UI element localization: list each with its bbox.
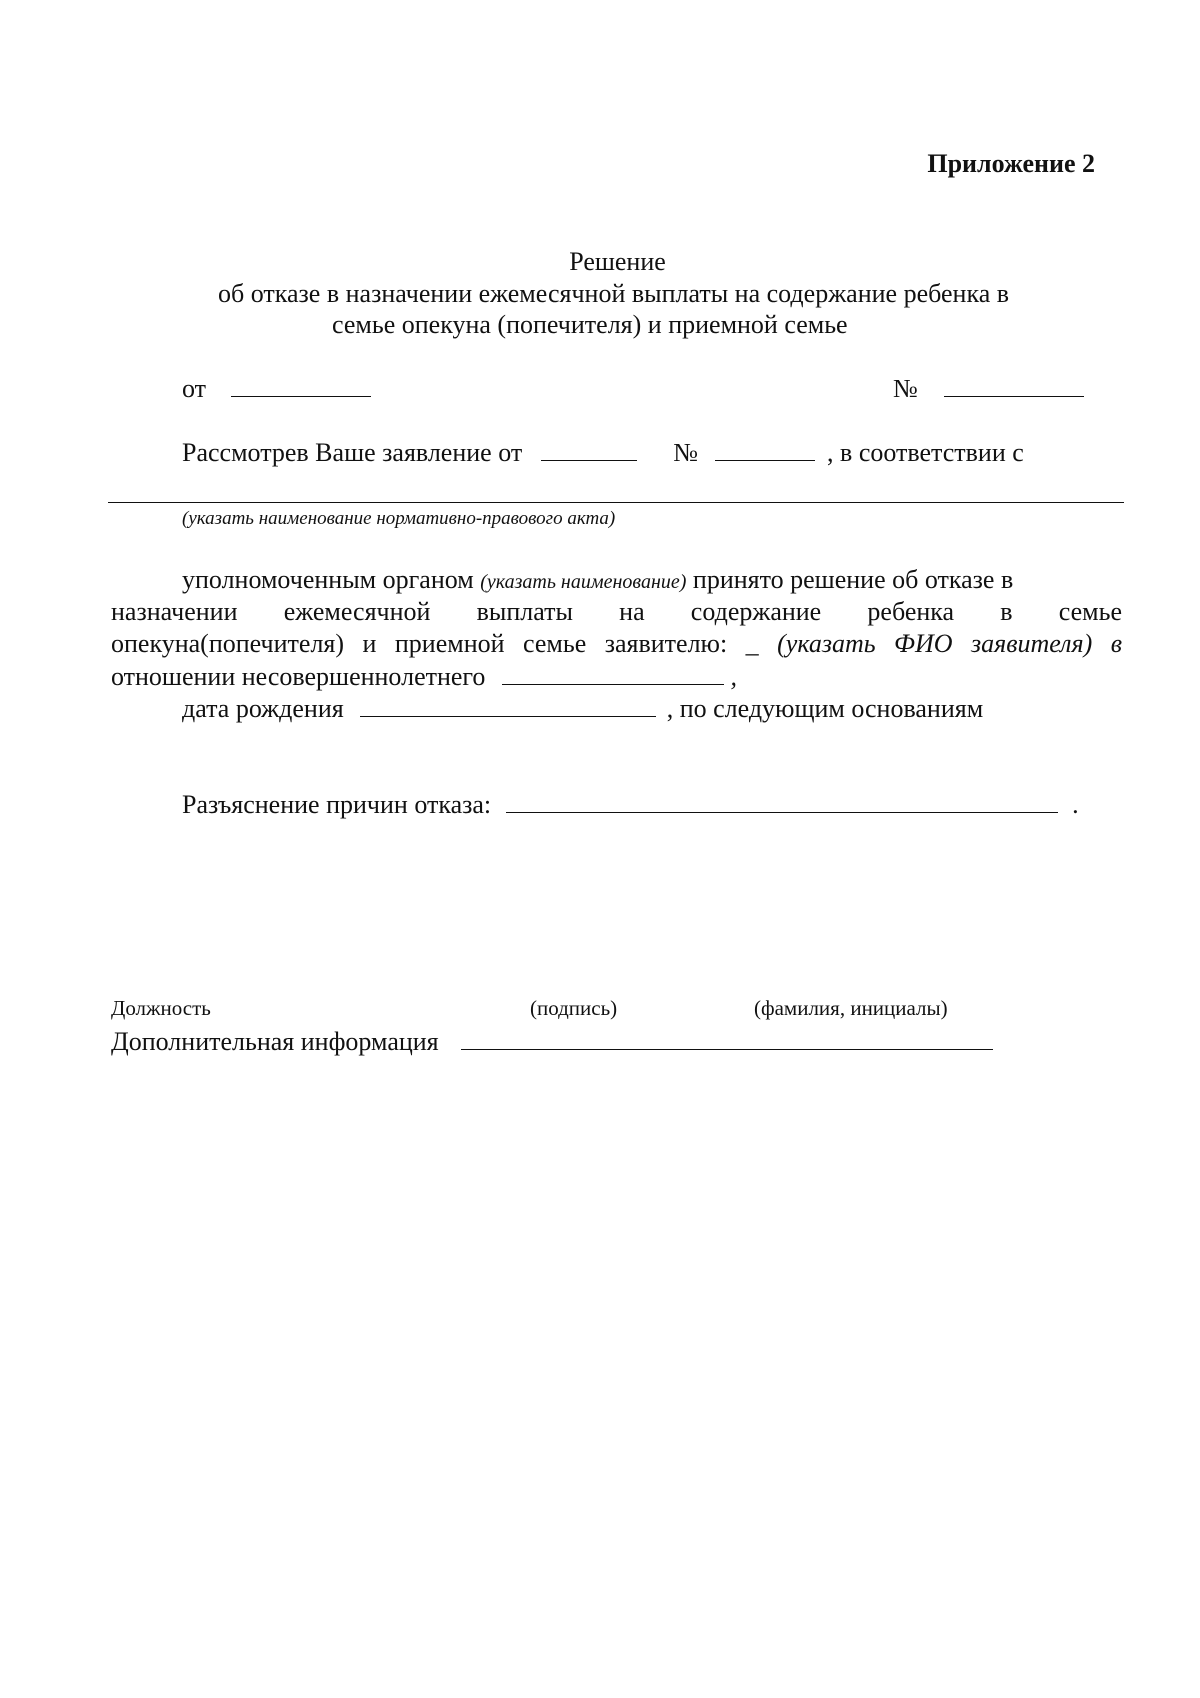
refusal-reason-blank[interactable] [506, 788, 1058, 813]
body-line-2: назначении ежемесячной выплаты на содержание ребенка в семье [111, 597, 1122, 626]
refusal-reason-end: . [1072, 790, 1079, 819]
date-blank[interactable] [231, 372, 371, 397]
number-blank[interactable] [944, 372, 1084, 397]
review-line [182, 436, 1024, 469]
additional-info-label: Дополнительная информация [111, 1027, 439, 1056]
date-label: от [182, 374, 207, 403]
application-date-blank[interactable] [541, 436, 637, 461]
body-line-4 [111, 660, 737, 693]
application-number-label: № [673, 438, 699, 467]
minor-name-blank[interactable] [502, 660, 724, 685]
refusal-reason-row [182, 788, 1079, 821]
applicant-name-hint: _ (указать ФИО заявителя) в [745, 629, 1122, 658]
body-line-4-start: отношении несовершеннолетнего [111, 662, 486, 691]
body-line-1-end: принято решение об отказе в [692, 565, 1014, 594]
body-line-4-end: , [730, 662, 737, 691]
number-field-row [893, 372, 1084, 405]
body-line-5-end: , по следующим основаниям [666, 694, 984, 723]
review-line-prefix: Рассмотрев Ваше заявление от [182, 438, 523, 467]
date-field-row [182, 372, 371, 405]
additional-info-row [111, 1025, 993, 1058]
body-line-3-start: опекуна(попечителя) и приемной семье заявителю: [111, 629, 728, 658]
name-initials-label: (фамилия, инициалы) [754, 996, 948, 1020]
legal-act-line[interactable] [108, 502, 1124, 503]
body-line-3 [111, 628, 1122, 660]
number-label: № [893, 374, 918, 403]
document-subtitle-line-1: об отказе в назначении ежемесячной выплаты на содержание ребенка в [218, 279, 1010, 308]
application-number-blank[interactable] [715, 436, 815, 461]
document-subtitle-line-2: семье опекуна (попечителя) и приемной семье [332, 310, 848, 339]
additional-info-blank[interactable] [461, 1025, 993, 1050]
position-label: Должность [111, 996, 211, 1020]
signature-label: (подпись) [530, 996, 618, 1020]
refusal-reason-label: Разъяснение причин отказа: [182, 790, 492, 819]
authority-hint: (указать наименование) [480, 571, 687, 593]
review-line-suffix: , в соответствии с [827, 438, 1024, 467]
legal-act-hint: (указать наименование нормативно-правового акта) [182, 508, 616, 529]
body-line-5 [182, 692, 983, 725]
birth-date-blank[interactable] [360, 692, 656, 717]
appendix-label: Приложение 2 [927, 149, 1095, 178]
body-line-1 [182, 564, 1013, 598]
body-line-1-start: уполномоченным органом [182, 565, 474, 594]
document-title: Решение [569, 247, 666, 276]
birth-date-label: дата рождения [182, 694, 344, 723]
